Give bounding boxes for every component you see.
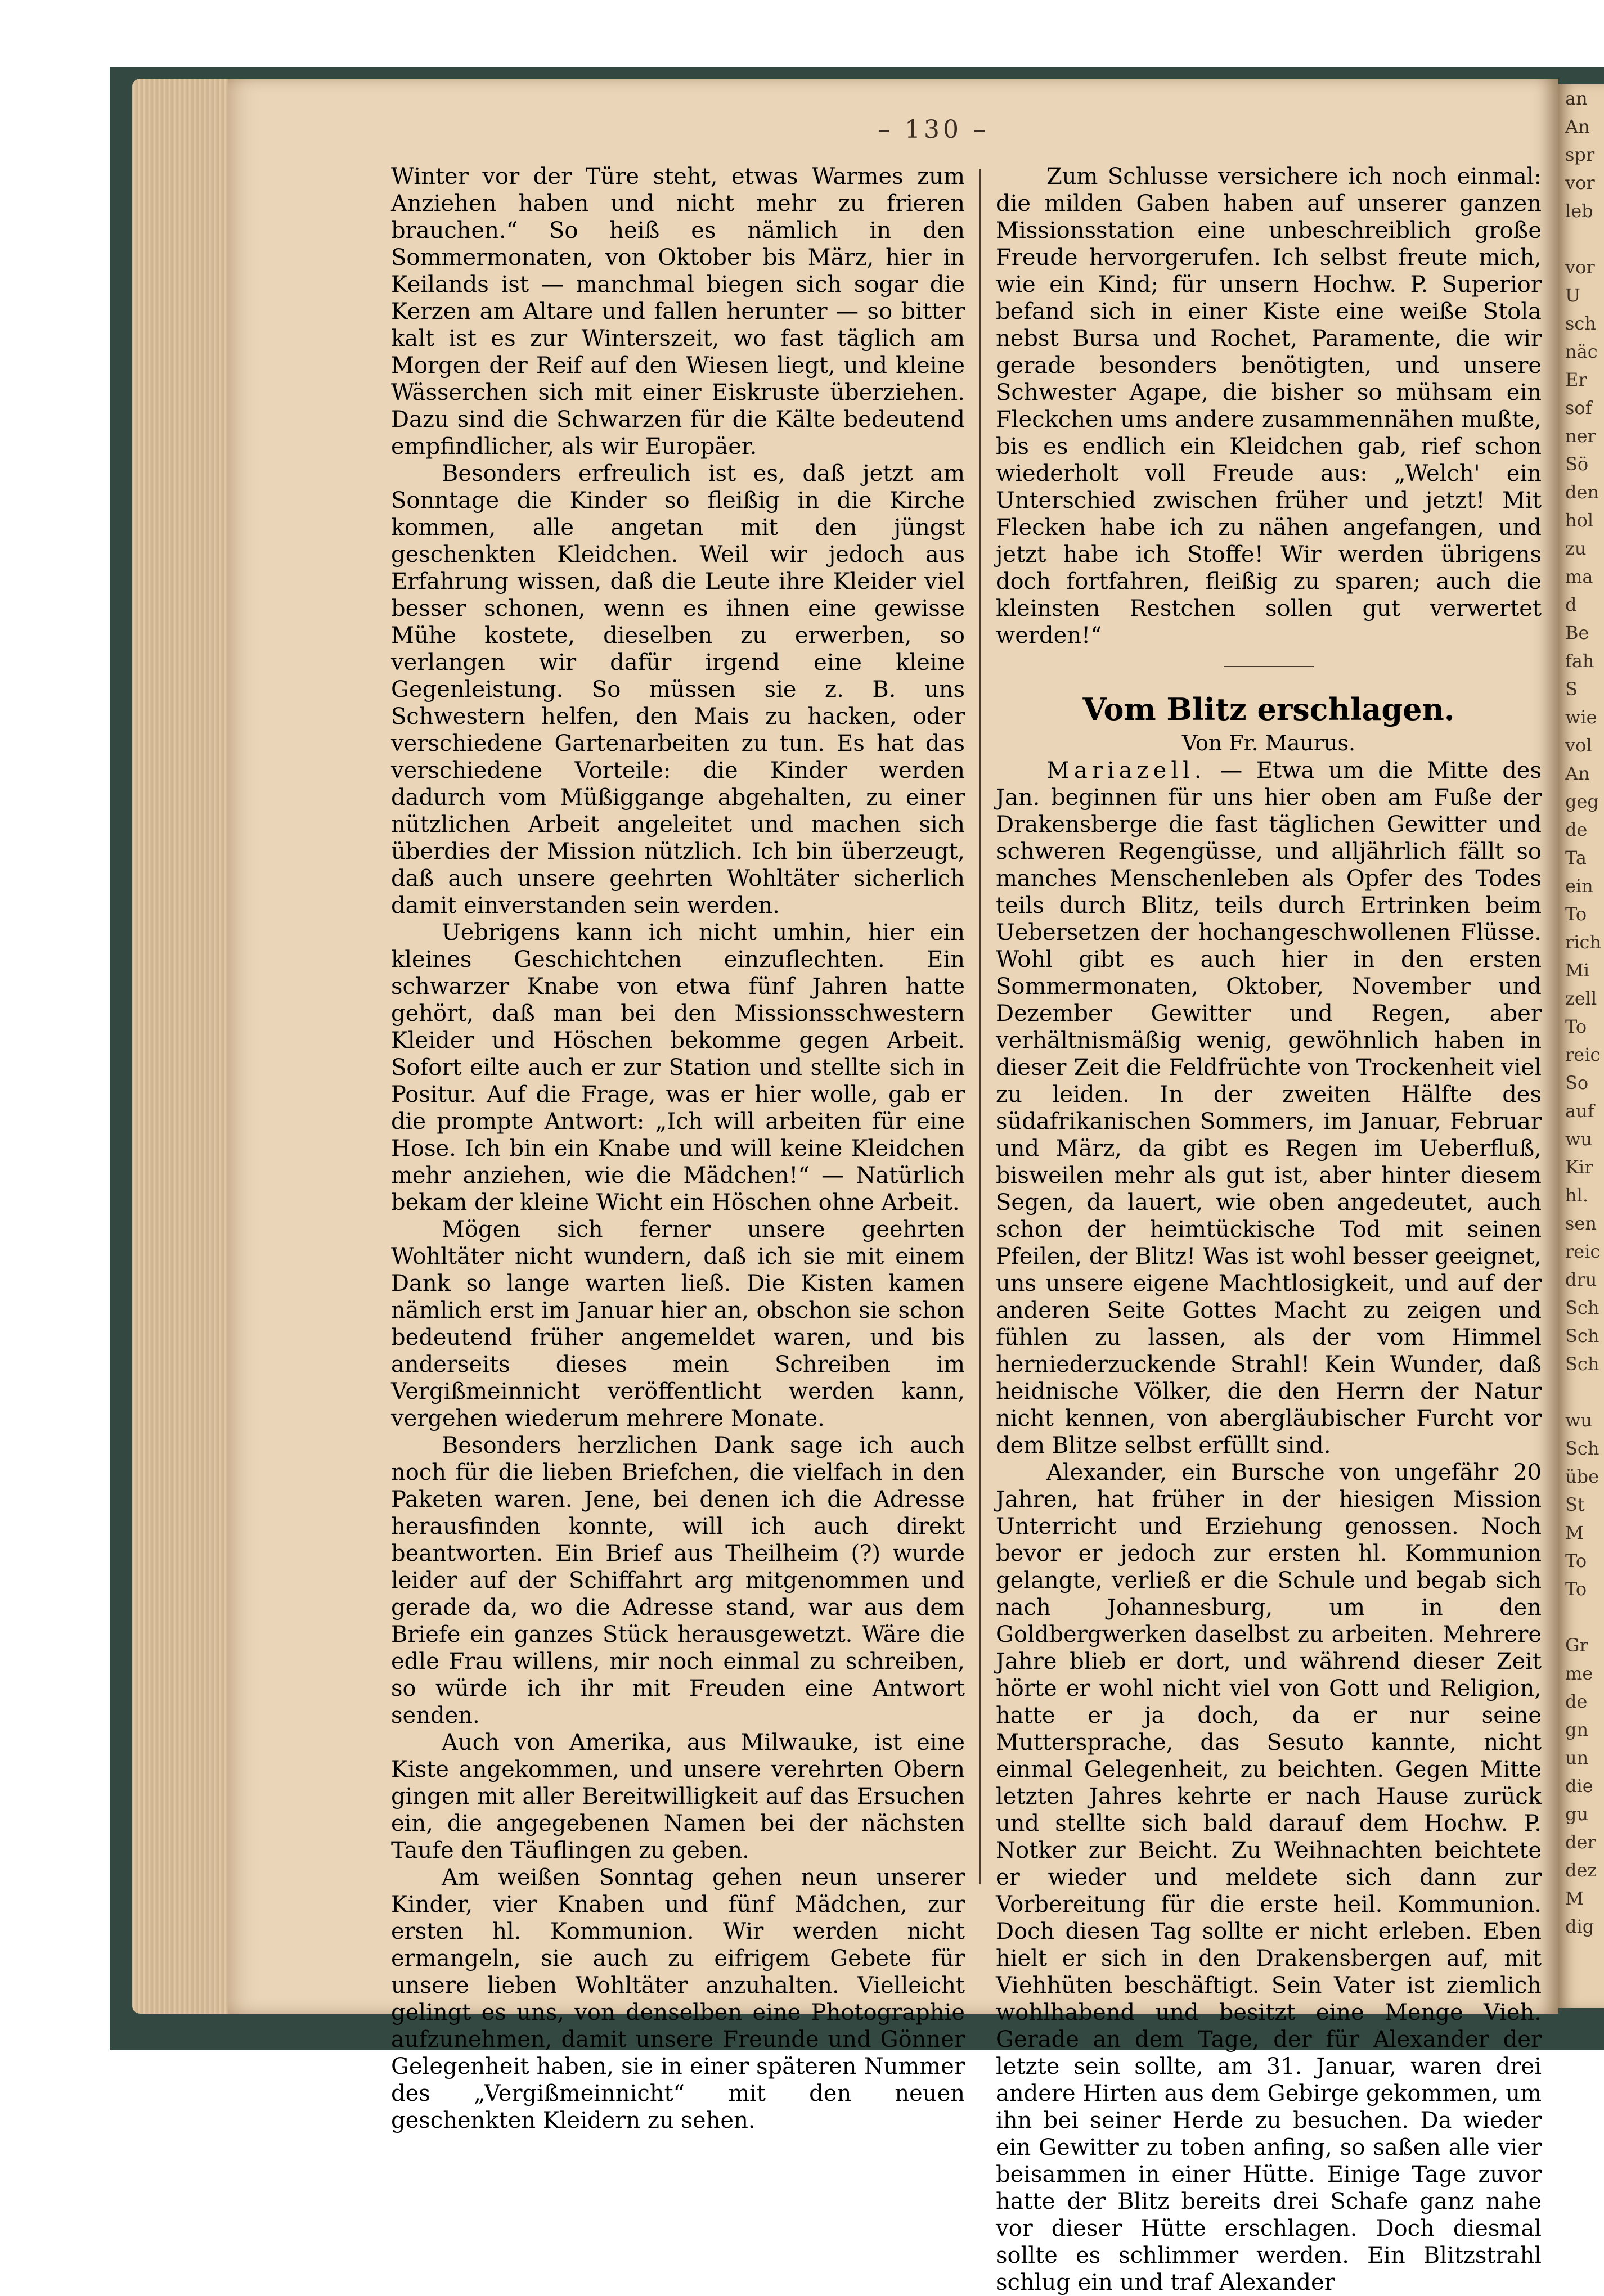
paragraph: — Etwa um die Mitte des Jan. beginnen für uns hier oben am Fuße der Drakensberge die fast täglichen Gewitter und schweren Regengüsse, und alljährlich fällt so manches Menschenleben als Opfer des Todes teils durch Blitz, teils durch Ertrinken beim Uebersetzen der hochangeschwollenen Flüsse. Wohl gibt es auch hier in den ersten Sommermonaten, Oktober, November und Dezember Gewitter und Regen, aber verhältnismäßig wenig, gewöhnlich haben in dieser Zeit die Feldfrüchte von Trockenheit viel zu leiden. In der zweiten Hälfte des südafrikanischen Sommers, im Januar, Februar und März, da gibt es Regen im Ueberfluß, bisweilen mehr als gut ist, aber hinter diesem Segen, da lauert, wie oben angedeutet, auch schon der heimtückische Tod mit seinen Pfeilen, der Blitz! Was ist wohl besser geeignet, uns unsere eigene Machtlosigkeit, und auf der anderen Seite Gottes Macht zu zeigen und fühlen zu lassen, als der vom Himmel herniederzuckende Strahl! Kein Wunder, daß heidnische Völker, die den Herrn der Natur nicht kennen, von abergläubischer Furcht vor dem Blitze selbst erfüllt sind. <box>996 758 1542 1458</box>
next-page-fragment: Er <box>1565 369 1587 390</box>
next-page-fragment: Gr <box>1565 1635 1588 1656</box>
next-page-fragment: gn <box>1565 1719 1589 1740</box>
next-page-fragment: d <box>1565 594 1577 615</box>
next-page-fragment: St <box>1565 1494 1585 1515</box>
next-page-fragment: wu <box>1565 1410 1592 1431</box>
next-page-fragment: sen <box>1565 1213 1597 1234</box>
next-page-fragment: näc <box>1565 341 1598 362</box>
next-page-fragment: Sch <box>1565 1297 1599 1318</box>
article-title: Vom Blitz erschlagen. <box>1082 691 1455 727</box>
next-page-fragment: dig <box>1565 1916 1594 1937</box>
next-page-fragment: rich <box>1565 931 1602 953</box>
dateline: Mariazell. <box>1046 758 1206 784</box>
paragraph: Besonders erfreulich ist es, daß jetzt am Sonntage die Kinder so fleißig in die Kirche kommen, alle angetan mit den jüngst geschenkten Kleidchen. Weil wir jedoch aus Erfahrung wissen, daß die Leute ihre Kleider viel besser schonen, wenn es ihnen eine gewisse Mühe kostete, dieselben zu erwerben, so verlangen wir dafür irgend eine kleine Gegenleistung. So müssen sie z. B. uns Schwestern helfen, den Mais zu hacken, oder verschiedene Gartenarbeiten zu tun. Es hat das verschiedene Vorteile: die Kinder werden dadurch vom Müßiggange abgehalten, zu einer nützlichen Arbeit angeleitet und machen sich überdies der Mission nützlich. Ich bin überzeugt, daß auch unsere geehrten Wohltäter sicherlich damit einverstanden sein werden. <box>391 461 965 919</box>
next-page-fragment: To <box>1565 1550 1587 1572</box>
next-page-fragment: U <box>1565 285 1580 306</box>
next-page-fragment: Sö <box>1565 453 1589 475</box>
next-page-fragment: reic <box>1565 1044 1601 1065</box>
next-page-fragment: So <box>1565 1072 1589 1093</box>
next-page-fragment: de <box>1565 1691 1588 1712</box>
next-page-fragment: leb <box>1565 200 1593 222</box>
next-page-fragment: An <box>1565 763 1590 784</box>
article-byline: Von Fr. Maurus. <box>1181 731 1356 755</box>
next-page-fragment: dru <box>1565 1269 1597 1290</box>
next-page-edge <box>1558 84 1604 2008</box>
next-page-fragment: wie <box>1565 706 1597 728</box>
page-edges <box>132 79 233 2014</box>
next-page-fragment: vor <box>1565 172 1595 193</box>
next-page-fragment: To <box>1565 1578 1587 1600</box>
next-page-fragment: die <box>1565 1775 1593 1797</box>
next-page-fragment: M <box>1565 1888 1584 1909</box>
next-page-fragment: fah <box>1565 650 1594 672</box>
column-divider <box>979 169 981 1884</box>
next-page-fragment: To <box>1565 903 1587 925</box>
next-page-fragment: M <box>1565 1522 1584 1543</box>
paragraph: Besonders herzlichen Dank sage ich auch noch für die lieben Briefchen, die vielfach in den Paketen waren. Jene, bei denen ich die Adresse herausfinden konnte, will ich auch direkt beantworten. Ein Brief aus Theilheim (?) wurde leider auf der Schiffahrt arg mitgenommen und gerade da, wo die Adresse stand, war aus dem Briefe ein ganzes Stück herausgewetzt. Wäre die edle Frau willens, mir noch einmal zu schreiben, so würde ich ihr mit Freuden eine Antwort senden. <box>391 1433 965 1728</box>
next-page-fragment: de <box>1565 819 1588 840</box>
next-page-fragment: sch <box>1565 313 1596 334</box>
right-column <box>996 163 1542 2296</box>
paragraph: Winter vor der Türe steht, etwas Warmes zum Anziehen haben und nicht mehr zu frieren brauchen.“ So heiß es nämlich in den Sommermonaten, von Oktober bis März, hier in Keilands ist — manchmal biegen sich sogar die Kerzen am Altare und fallen herunter — so bitter kalt ist es zur Winterszeit, wo fast täglich am Morgen der Reif auf den Wiesen liegt, und kleine Wässerchen sich mit einer Eiskruste überziehen. Dazu sind die Schwarzen für die Kälte bedeutend empfindlicher, als wir Europäer. <box>391 164 965 460</box>
page-number: – 130 – <box>878 115 989 144</box>
next-page-fragment: Sch <box>1565 1438 1599 1459</box>
next-page-fragment: S <box>1565 678 1578 700</box>
next-page-fragment: geg <box>1565 791 1599 812</box>
paragraph: Mögen sich ferner unsere geehrten Wohltäter nicht wundern, daß ich sie mit einem Dank so lange warten ließ. Die Kisten kamen nämlich erst im Januar hier an, obschon sie schon bedeutend früher angemeldet waren, und bis anderseits dieses mein Schreiben im Vergißmeinnicht veröffentlicht werden kann, vergehen wiederum mehrere Monate. <box>391 1217 965 1431</box>
paragraph: Am weißen Sonntag gehen neun unserer Kinder, vier Knaben und fünf Mädchen, zur ersten hl. Kommunion. Wir werden nicht ermangeln, sie auch zu eifrigem Gebete für unsere lieben Wohltäter anzuhalten. Vielleicht gelingt es uns, von denselben eine Photographie aufzunehmen, damit unsere Freunde und Gönner Gelegenheit haben, sie in einer späteren Nummer des „Vergißmeinnicht“ mit den neuen geschenkten Kleidern zu sehen. <box>391 1865 965 2133</box>
next-page-fragment <box>1558 1378 1604 1406</box>
section-rule <box>1224 666 1314 667</box>
paragraph: Uebrigens kann ich nicht umhin, hier ein kleines Geschichtchen einzuflechten. Ein schwarzer Knabe von etwa fünf Jahren hatte gehört, daß man bei den Missionsschwestern Kleider und Höschen bekomme gegen Arbeit. Sofort eilte auch er zur Station und stellte sich in Positur. Auf die Frage, was er hier wolle, gab er die prompte Antwort: „Ich will arbeiten für eine Hose. Ich bin ein Knabe und will keine Kleidchen mehr anziehen, wie die Mädchen!“ — Natürlich bekam der kleine Wicht ein Höschen ohne Arbeit. <box>391 920 965 1215</box>
paragraph: Auch von Amerika, aus Milwauke, ist eine Kiste angekommen, und unsere verehrten Obern gingen mit aller Bereitwilligkeit auf das Ersuchen ein, die angegebenen Namen bei der nächsten Taufe den Täuflingen zu geben. <box>391 1730 965 1863</box>
next-page-fragment: den <box>1565 481 1599 503</box>
next-page-fragment: wu <box>1565 1128 1592 1150</box>
next-page-fragment: gu <box>1565 1803 1589 1825</box>
next-page-fragment: dez <box>1565 1860 1597 1881</box>
next-page-fragment: Be <box>1565 622 1589 643</box>
next-page-fragment: Ta <box>1565 847 1587 868</box>
next-page-fragment: un <box>1565 1747 1589 1768</box>
next-page-fragment: Kir <box>1565 1156 1593 1178</box>
paragraph: Zum Schlusse versichere ich noch einmal: die milden Gaben haben auf unserer ganzen Missionsstation eine unbeschreiblich große Freude hervorgerufen. Ich selbst freute mich, wie ein Kind; für unsern Hochw. P. Superior befand sich in einer Kiste eine weiße Stola nebst Bursa und Rochet, Paramente, die wir gerade besonders benötigten, und unsere Schwester Agape, die bisher so mühsam ein Fleckchen ums andere zusammennähen mußte, bis es endlich ein Kleidchen gab, rief schon wiederholt voll Freude aus: „Welch' ein Unterschied zwischen früher und jetzt! Mit Flecken habe ich zu nähen angefangen, und jetzt habe ich Stoffe! Wir werden übrigens doch fortfahren, fleißig zu sparen; auch die kleinsten Restchen sollen gut verwertet werden!“ <box>996 164 1542 649</box>
next-page-fragment: hol <box>1565 510 1594 531</box>
next-page-fragment: reic <box>1565 1241 1601 1262</box>
next-page-fragment: auf <box>1565 1100 1594 1122</box>
paragraph: Alexander, ein Bursche von ungefähr 20 Jahren, hat früher in der hiesigen Mission Unterricht und Erziehung genossen. Noch bevor er jedoch zur ersten hl. Kommunion gelangte, verließ er die Schule und begab sich nach Johannesburg, um in den Goldbergwerken daselbst zu arbeiten. Mehrere Jahre blieb er dort, und während dieser Zeit hörte er wohl nicht viel von Gott und Religion, hatte er ja doch, da er nur seine Muttersprache, das Sesuto kannte, nicht einmal Gelegenheit, zu beichten. Gegen Mitte letzten Jahres kehrte er nach Hause zurück und stellte sich bald darauf dem Hochw. P. Notker zur Beicht. Zu Weihnachten beichtete er wieder und meldete sich dann zur Vorbereitung für die erste heil. Kommunion. Doch diesen Tag sollte er nicht erleben. Eben hielt er sich in den Drakensbergen auf, mit Viehhüten beschäftigt. Sein Vater ist ziemlich wohlhabend und besitzt eine Menge Vieh. Gerade an dem Tage, der für Alexander der letzte sein sollte, am 31. Januar, waren drei andere Hirten aus dem Gebirge gekommen, um ihn bei seiner Herde zu besuchen. Da wieder ein Gewitter zu toben anfing, so saßen alle vier beisammen in einer Hütte. Einige Tage zuvor hatte der Blitz bereits drei Schafe ganz nahe vor dieser Hütte erschlagen. Doch diesmal sollte es schlimmer werden. Ein Blitzstrahl schlug ein und traf Alexander <box>996 1460 1542 2295</box>
next-page-fragment: zell <box>1565 988 1597 1009</box>
next-page-fragment: ma <box>1565 566 1593 587</box>
next-page-fragment: Sch <box>1565 1353 1599 1375</box>
next-page-fragment: vor <box>1565 256 1595 278</box>
next-page-fragment <box>1558 225 1604 253</box>
next-page-fragment: ner <box>1565 425 1596 447</box>
next-page-fragment: Mi <box>1565 960 1589 981</box>
next-page-fragment: me <box>1565 1663 1593 1684</box>
next-page-fragment <box>1558 1603 1604 1631</box>
next-page-fragment: der <box>1565 1831 1596 1853</box>
left-column <box>391 163 965 2134</box>
next-page-fragment: Sch <box>1565 1325 1599 1347</box>
next-page-fragment: übe <box>1565 1466 1599 1487</box>
next-page-fragment: ein <box>1565 875 1593 897</box>
next-page-fragment: zu <box>1565 538 1587 559</box>
next-page-fragment: To <box>1565 1016 1587 1037</box>
next-page-fragment: spr <box>1565 144 1595 165</box>
next-page-fragment: an <box>1565 88 1588 109</box>
next-page-fragment: An <box>1565 116 1590 137</box>
next-page-fragment: sof <box>1565 397 1592 418</box>
next-page-fragment: hl. <box>1565 1185 1589 1206</box>
next-page-fragment: vol <box>1565 735 1592 756</box>
